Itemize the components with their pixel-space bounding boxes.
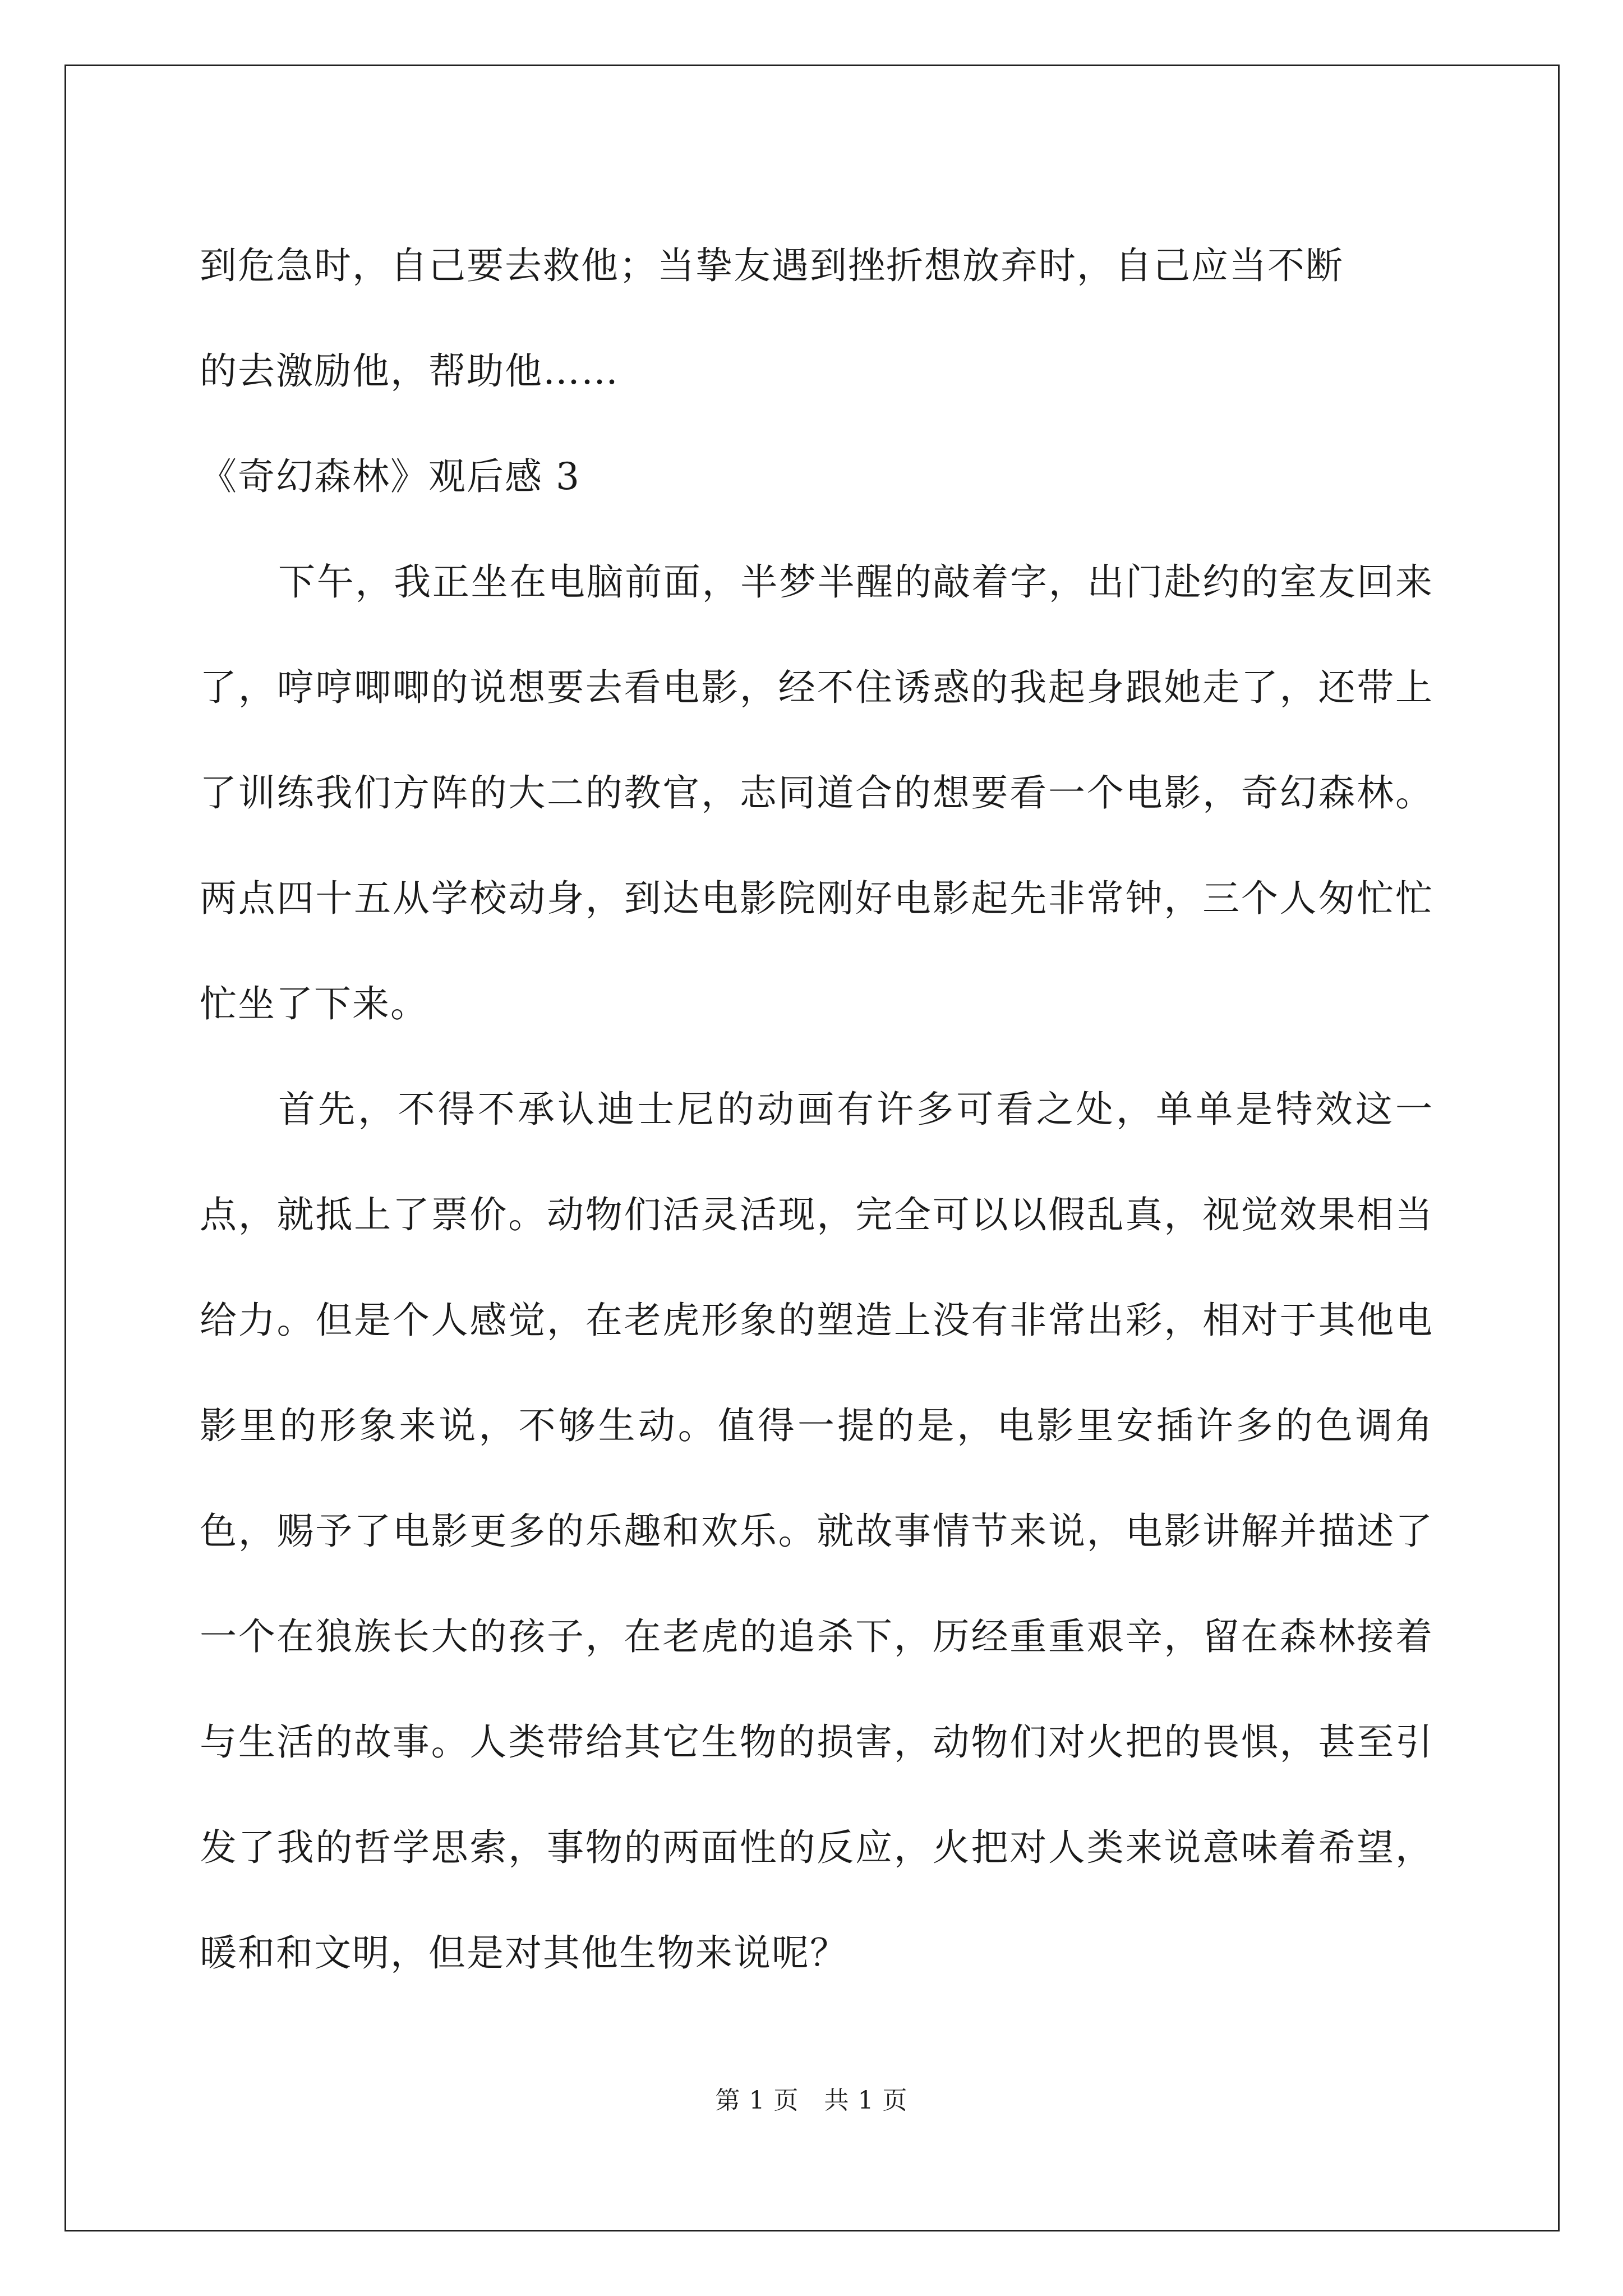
continued-line-1: 到危急时，自己要去救他；当挚友遇到挫折想放弃时，自己应当不断	[200, 244, 1344, 287]
section-heading: 《奇幻森林》观后感 3	[200, 455, 580, 498]
continued-line-2: 的去激励他，帮助他……	[200, 349, 619, 393]
paragraph-2: 首先，不得不承认迪士尼的动画有许多可看之处，单单是特效这一点，就抵上了票价。动物们活灵活现，完全可以以假乱真，视觉效果相当给力。但是个人感觉，在老虎形象的塑造上没有非常出彩，相对于其他电影里的形象来说，不够生动。值得一提的是，电影里安插许多的色调角色，赐予了电影更多的乐趣和欢乐。就故事情节来说，电影讲解并描述了一个在狼族长大的孩子，在老虎的追杀下，历经重重艰辛，留在森林接着与生活的故事。人类带给其它生物的损害，动物们对火把的畏惧，甚至引发了我的哲学思索，事物的两面性的反应，火把对人类来说意味着希望，暖和和文明，但是对其他生物来说呢？	[200, 1088, 1433, 1975]
paragraph-1: 下午，我正坐在电脑前面，半梦半醒的敲着字，出门赴约的室友回来了，哼哼唧唧的说想要去看电影，经不住诱惑的我起身跟她走了，还带上了训练我们方阵的大二的教官，志同道合的想要看一个电影，奇幻森林。两点四十五从学校动身，到达电影院刚好电影起先非常钟，三个人匆忙忙忙坐了下来。	[200, 560, 1433, 1025]
document-body	[200, 213, 1433, 2006]
page-footer: 第 1 页 共 1 页	[715, 2086, 908, 2115]
